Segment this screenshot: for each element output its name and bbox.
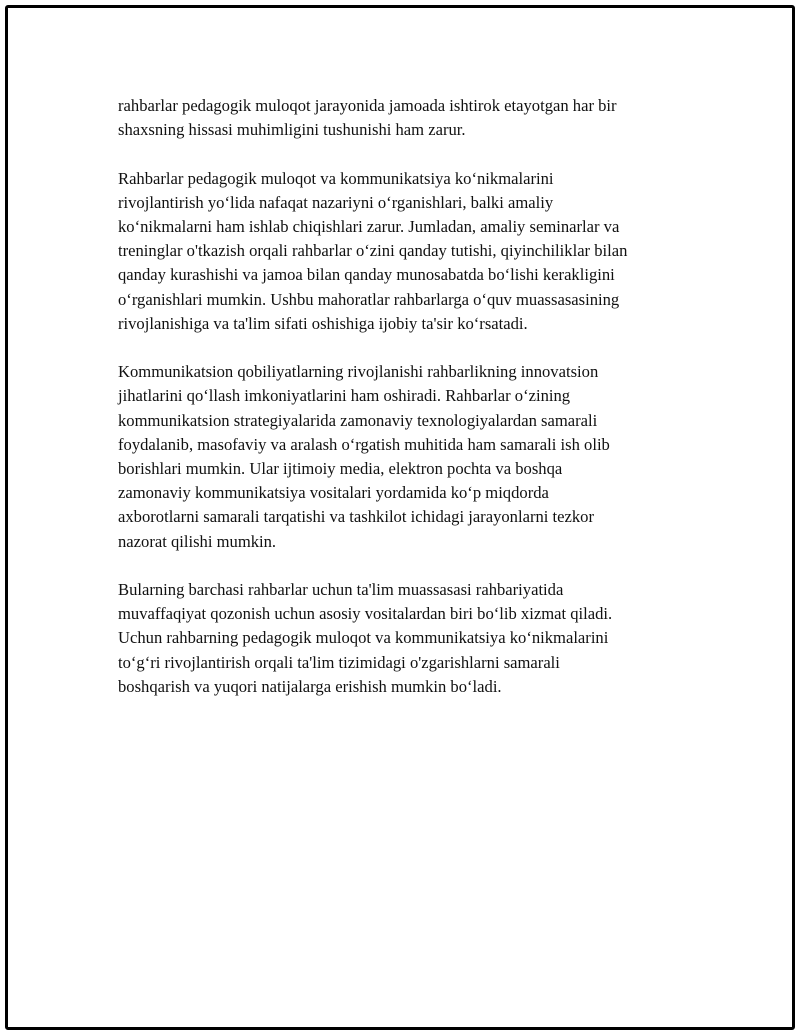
- text-line: Bularning barchasi rahbarlar uchun ta'lim muassasasi rahbariyatida: [118, 580, 564, 600]
- text-line: toʻgʻri rivojlantirish orqali ta'lim tizimidagi o'zgarishlarni samarali: [118, 652, 560, 672]
- text-line: koʻnikmalarni ham ishlab chiqishlari zarur. Jumladan, amaliy seminarlar va: [118, 217, 620, 236]
- text-line: borishlari mumkin. Ular ijtimoiy media, elektron pochta va boshqa: [118, 459, 563, 479]
- text-line: qanday kurashishi va jamoa bilan qanday munosabatda boʻlishi kerakligini: [118, 265, 615, 285]
- text-line: kommunikatsion strategiyalarida zamonaviy texnologiyalardan samarali: [118, 410, 598, 430]
- text-line: axborotlarni samarali tarqatishi va tashkilot ichidagi jarayonlarni tezkor: [118, 507, 594, 527]
- text-line: Rahbarlar pedagogik muloqot va kommunikatsiya koʻnikmalarini: [118, 168, 554, 188]
- text-line: treninglar o'tkazish orqali rahbarlar oʻzini qanday tutishi, qiyinchiliklar bilan: [118, 241, 628, 261]
- text-line: shaxsning hissasi muhimligini tushunishi ham zarur.: [118, 120, 466, 140]
- document-body: [118, 94, 698, 723]
- text-line: boshqarish va yuqori natijalarga erishish mumkin boʻladi.: [118, 676, 502, 696]
- text-line: jihatlarini qoʻllash imkoniyatlarini ham oshiradi. Rahbarlar oʻzining: [118, 386, 571, 406]
- text-line: rivojlantirish yoʻlida nafaqat nazariyni oʻrganishlari, balki amaliy: [118, 192, 554, 212]
- text-line: oʻrganishlari mumkin. Ushbu mahoratlar rahbarlarga oʻquv muassasasining: [118, 289, 620, 309]
- text-line: rahbarlar pedagogik muloqot jarayonida jamoada ishtirok etayotgan har bir: [118, 96, 617, 115]
- paragraph-3: [118, 360, 698, 554]
- text-line: rivojlanishiga va ta'lim sifati oshishiga ijobiy ta'sir koʻrsatadi.: [118, 313, 528, 333]
- paragraph-4: [118, 578, 698, 699]
- text-line: Uchun rahbarning pedagogik muloqot va kommunikatsiya koʻnikmalarini: [118, 628, 609, 648]
- text-line: zamonaviy kommunikatsiya vositalari yordamida koʻp miqdorda: [118, 483, 549, 503]
- paragraph-2: [118, 167, 698, 336]
- text-line: muvaffaqiyat qozonish uchun asosiy vositalardan biri boʻlib xizmat qiladi.: [118, 604, 613, 624]
- paragraph-1: [118, 94, 698, 142]
- text-line: foydalanib, masofaviy va aralash oʻrgatish muhitida ham samarali ish olib: [118, 434, 610, 454]
- text-line: nazorat qilishi mumkin.: [118, 531, 277, 551]
- text-line: Kommunikatsion qobiliyatlarning rivojlanishi rahbarlikning innovatsion: [118, 362, 599, 382]
